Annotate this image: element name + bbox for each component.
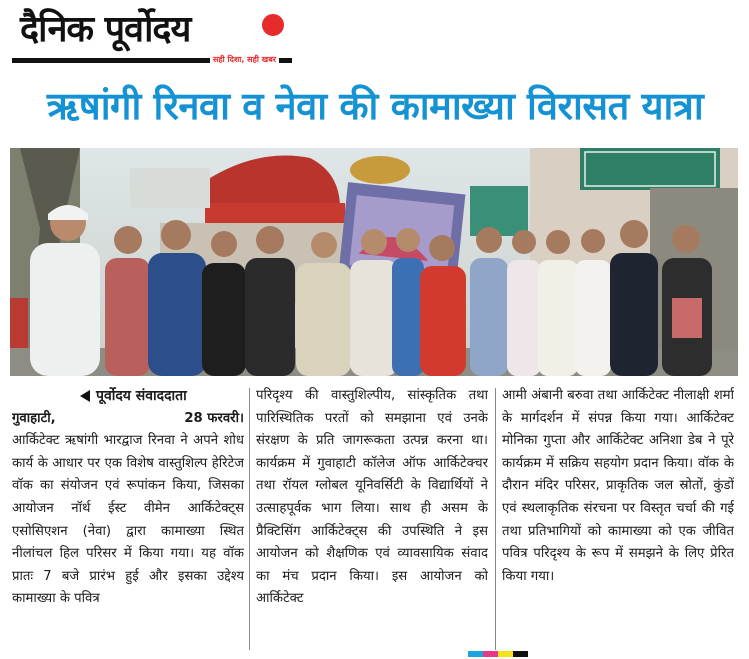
print-registration-bar [468,651,528,657]
dateline-date: 28 फरवरी। [184,410,244,426]
article-headline: ऋषांगी रिनवा व नेवा की कामाख्या विरासत यात्रा [46,84,704,128]
article-body-col2: परिदृश्य की वास्तुशिल्पीय, सांस्कृतिक तथा पारिस्थितिक परतों को समझाना एवं उनके संरक्षण के प्रति जागरूकता उत्पन्न करना था। कार्यक्रम में गुवाहाटी कॉलेज ऑफ आर्किटेक्चर तथा रॉयल ग्लोबल यूनिवर्सिटी के विद्यार्थियों ने उत्साहपूर्वक भाग लिया। साथ ही असम के प्रैक्टिसिंग आर्किटेक्ट्स की उपस्थिति ने इस आयोजन को शैक्षणिक एवं व्यावसायिक संवाद का मंच प्रदान किया। इस आयोजन को आर्किटेक्ट [256,388,488,607]
article-column-2 [256,385,488,653]
masthead [12,4,312,70]
dateline [12,408,244,431]
byline-triangle-icon [80,390,90,402]
article-body-col3: आमी अंबानी बरुवा तथा आर्किटेक्ट नीलाक्षी शर्मा के मार्गदर्शन में संपन्न किया गया। आर्किटेक्ट मोनिका गुप्ता और आर्किटेक्ट अनिशा डेब ने पूरे कार्यक्रम में सक्रिय सहयोग प्रदान किया। वॉक के दौरान मंदिर परिसर, प्राकृतिक जल स्रोतों, कुंडों एवं स्थलाकृतिक संरचना पर विस्तृत चर्चा की गई तथा प्रतिभागियों को कामाख्या को एक जीवित पवित्र परिदृश्य के रूप में समझने के लिए प्रेरित किया गया। [502,388,734,584]
article-photo [10,148,738,376]
column-divider [495,388,496,650]
byline [12,385,244,408]
article-body-col1: आर्किटेक्ट ऋषांगी भारद्वाज रिनवा ने अपने शोध कार्य के आधार पर एक विशेष वास्तुशिल्प हेरिटेज वॉक का संयोजन एवं रूपांकन किया, जिसका आयोजन नॉर्थ ईस्ट वीमेन आर्किटेक्ट्स एसोसिएशन (नेवा) द्वारा कामाख्या स्थित नीलांचल हिल परिसर में किया गया। यह वॉक प्रातः 7 बजे प्रारंभ हुई और इसका उद्देश्य कामाख्या के पवित्र [12,433,244,607]
newspaper-tagline: सही दिशा, सही खबर [210,55,279,65]
logo-dot [260,12,286,38]
column-divider [249,388,250,650]
group-photo-illustration [10,148,738,376]
byline-text: पूर्वोदय संवाददाता [96,388,187,404]
dateline-place: गुवाहाटी, [12,410,56,426]
newspaper-title: दैनिक पूर्वोदय [20,8,191,50]
article-column-1 [12,385,244,653]
article-column-3 [502,385,734,653]
